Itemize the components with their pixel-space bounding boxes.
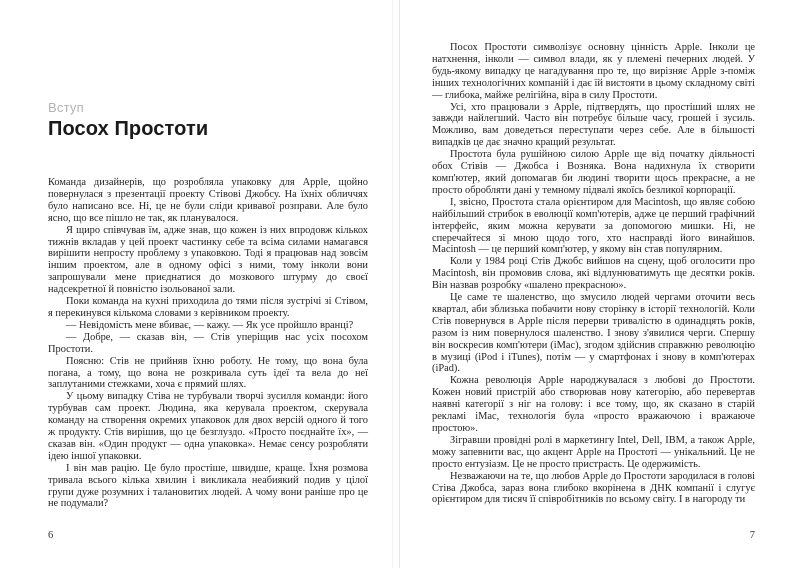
page-number-left: 6 <box>48 530 54 541</box>
paragraph: Я щиро співчував їм, адже знав, що кожен із них впродовж кількох тижнів вкладав у цей проект частинку себе та всіма силами намагався вирішити непросту проблему з упаковкою. Тоді я працював над зовсім іншим проектом, але в одному офісі з ними, тому інколи вони запрошували мене приєднатися до мозкового штурму до своєї надсекретної й повністю ізольованої зали. <box>48 224 368 296</box>
paragraph: У цьому випадку Стіва не турбували творчі зусилля команди: його турбував сам проект. Людина, яка керувала проектом, скерувала команду на створення окремих упаковок для двох версій одного й того ж продукту. Стів вирішив, що це безглуздо. «Просто поєднайте їх», — сказав він. «Один продукт — одна упаковка». Немає сенсу розробляти ідею іншої упаковки. <box>48 391 368 462</box>
paragraph: Незважаючи на те, що любов Apple до Простоти зародилася в голові Стіва Джобса, зараз вона глибоко вкорінена в ДНК компанії і слугує орієнтиром для тисяч її співробітників по всьому світу. І в нагороду ти <box>432 470 755 506</box>
paragraph: — Невідомість мене вбиває, — кажу. — Як усе пройшло вранці? <box>66 319 354 331</box>
paragraph: — Добре, — сказав він, — Стів уперіщив нас усіх посохом Простоти. <box>48 331 368 355</box>
page-gutter-line <box>392 0 393 568</box>
left-page <box>0 0 392 568</box>
paragraph: І, звісно, Простота стала орієнтиром для Macintosh, що являє собою найбільший стрибок в еволюції комп'ютерів, адже це перший графічний інтерфейс, яким можна керувати за допомогою мишки. Ні, не сперечайтеся зі мною щодо того, хто насправді його винайшов. Macintosh — це перший комп'ютер, у якому він став популярним. <box>432 196 755 256</box>
chapter-label: Вступ <box>48 100 84 115</box>
paragraph: Команда дизайнерів, що розробляла упаковку для Apple, щойно повернулася з презентації проекту Стівові Джобсу. На їхніх обличчях було написано все. Ні, це не були сліди кривавої розправи. Але було ясно, що все пішло не так, як планувалося. <box>48 177 368 224</box>
right-page-body <box>432 42 755 506</box>
page-number-right: 7 <box>749 530 755 541</box>
paragraph: Зігравши провідні ролі в маркетингу Intel, Dell, IBM, а також Apple, можу запевнити вас, що акцент Apple на Простоті — унікальний. Це не просто ентузіазм. Це не просто пристрасть. Це одержимість. <box>432 434 755 470</box>
paragraph: Поки команда на кухні приходила до тями після зустрічі зі Стівом, я перекинувся кількома словами з керівником проекту. <box>48 296 368 319</box>
paragraph: Поясню: Стів не прийняв їхню роботу. Не тому, що вона була погана, а тому, що вона не розкривала суть ідеї та вела до неї заплутаними стежками, хоча є прямий шлях. <box>48 355 368 391</box>
paragraph: Коли у 1984 році Стів Джобс вийшов на сцену, щоб оголосити про Macintosh, він промовив слова, які відлунюватимуть ще десятки років. Він назвав розробку «шалено прекрасною». <box>432 256 755 292</box>
paragraph: Усі, хто працювали з Apple, підтвердять, що простіший шлях не завжди найлегший. Часто він потребує більше часу, грошей і зусиль. Можливо, вам доведеться переступати через себе. Але в більшості випадків це дає значно кращий результат. <box>432 101 755 149</box>
paragraph: І він мав рацію. Це було простіше, швидше, краще. Їхня розмова тривала всього кілька хвилин і викликала неабиякий подив у цілої групи дуже розумних і талановитих людей. А чому вони раніше про це не подумали? <box>48 462 368 510</box>
paragraph: Кожна революція Apple народжувалася з любові до Простоти. Кожен новий пристрій або створював нову категорію, або перевертав наявні категорії з ніг на голову: і все тому, що, як сказано в старій рекламі iMac, технологія була «просто вражаючою і вражаюче простою». <box>432 375 755 434</box>
paragraph: Посох Простоти символізує основну цінність Apple. Інколи це натхнення, інколи — символ влади, як у племені печерних людей. У будь-якому випадку це нагадування про те, що вирізняє Apple з-поміж інших технологічних компаній і дає їй вистояти в цьому складному світі — глибока, майже релігійна, віра в силу Простоти. <box>432 42 755 101</box>
paragraph: Простота була рушійною силою Apple ще від початку діяльності обох Стівів — Джобса і Возняка. Вона надихнула їх створити комп'ютер, який допомагав би людині творити щось прекрасне, а не просто обробляти дані у темному підвалі якоїсь безликої корпорації. <box>432 149 755 196</box>
left-page-body <box>48 177 368 510</box>
chapter-title: Посох Простоти <box>48 118 209 140</box>
paragraph: Це саме те шаленство, що змусило людей чергами оточити весь квартал, аби зблизька побачити нову сторінку в історії технологій. Коли Стів повернувся в Apple після перерви тривалістю в одинадцять років, разом із ним повернулося шаленство. І знову з'явилися черги. Спершу він воскресив комп'ютери (iMac), згодом здійснив справжню революцію в музиці (iPod і iTunes), потім — у смартфонах і знову в комп'ютерах (iPad). <box>432 292 755 375</box>
right-page <box>400 0 800 568</box>
